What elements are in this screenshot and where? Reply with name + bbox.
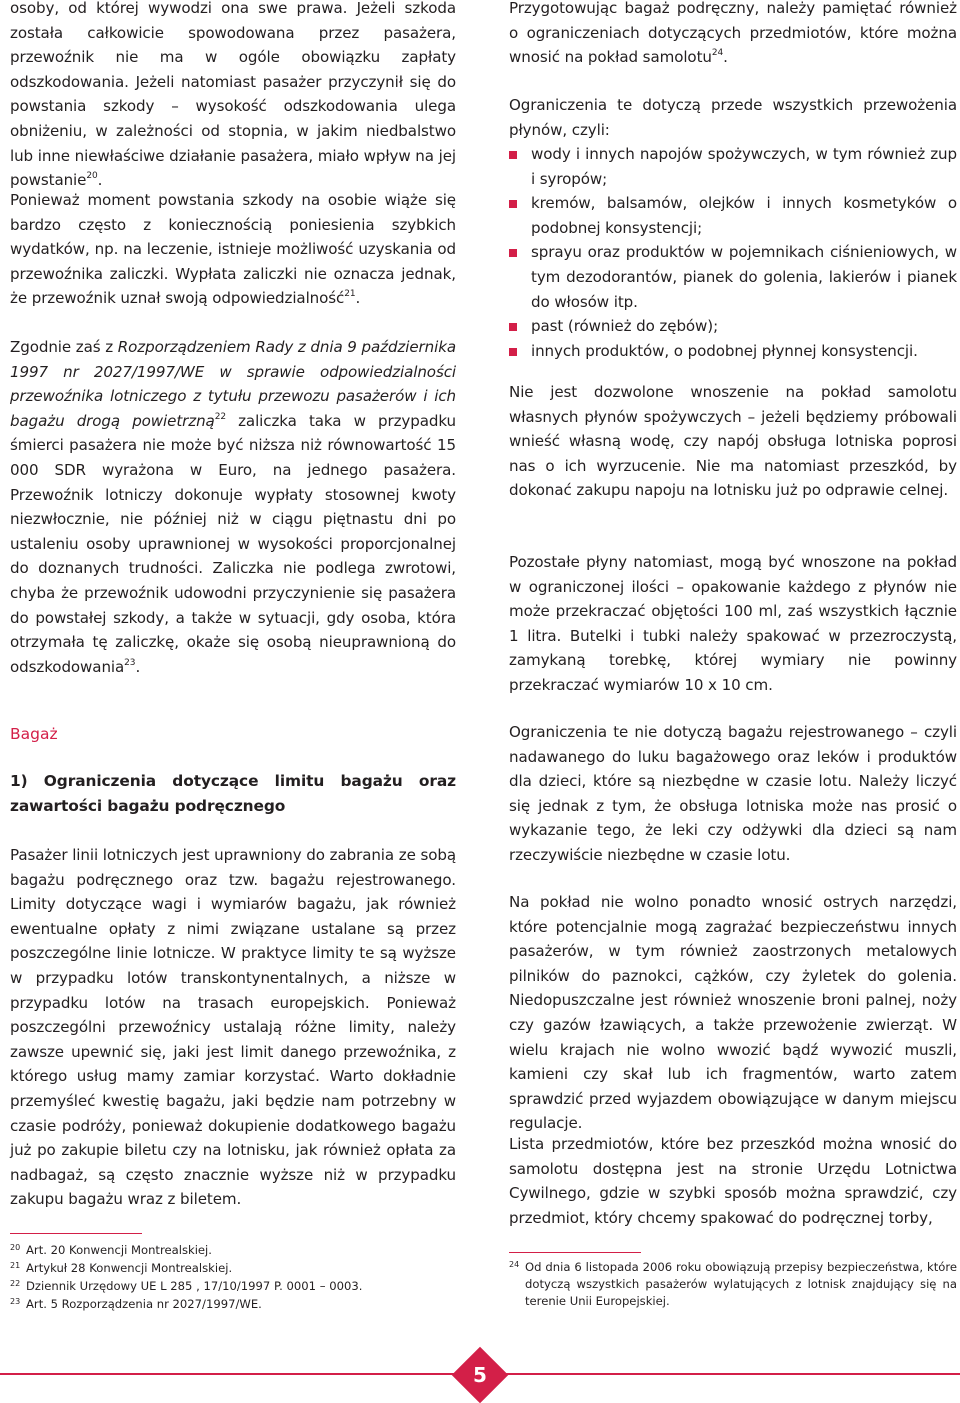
- footnote-23: 23 Art. 5 Rozporządzenia nr 2027/1997/WE.: [10, 1297, 262, 1311]
- bullet-square-icon: [509, 200, 517, 208]
- regulation-title: Rozporządzeniem Rady z dnia 9 października 1997 nr 2027/1997/WE w sprawie odpowiedzialności przewoźnika lotniczego z tytułu przewozu pasażerów i ich bagażu drogą powietrzną: [10, 338, 456, 430]
- footnote-ref-24[interactable]: 24: [711, 48, 724, 59]
- paragraph-advance: Ponieważ moment powstania szkody na osobie wiąże się bardzo często z koniecznością poniesienia szybkich wydatków, np. na leczenie, istnieje możliwość uzyskania od przewoźnika zaliczki. Wypłata zaliczki nie oznacza jednak, że przewoźnik uznał swoją odpowiedzialność$^{21}$.: [10, 191, 456, 308]
- paragraph-prohibited-items: Na pokład nie wolno ponadto wnosić ostrych narzędzi, które potencjalnie mogą zagrażać bezpieczeństwu innych pasażerów, w tym również zaostrzonych metalowych pilników do paznokci, cążków, czy żyletek do golenia. Niedopuszczalne jest również wnoszenie broni palnej, noży czy gazów łzawiących, a także przewożenie zwierząt. W wielu krajach nie wolno wwozić bądź wywozić muszli, kamieni czy skał lub ich fragmentów, warto zatem sprawdzić przed wyjazdem obowiązujące w danym miejscu regulacje.: [509, 893, 957, 1133]
- page-number-footer: [0, 1354, 960, 1394]
- bullet-square-icon: [509, 348, 517, 356]
- footnote-22: 22 Dziennik Urzędowy UE L 285 , 17/10/1997 P. 0001 – 0003.: [10, 1279, 363, 1293]
- bullet-square-icon: [509, 151, 517, 159]
- section-heading-baggage: Bagaż: [10, 725, 58, 743]
- paragraph-own-drinks: Nie jest dozwolone wnoszenie na pokład samolotu własnych płynów spożywczych – jeżeli będziemy próbowali wnieść własną wodę, czy napój obsługa lotniska poprosi nas o ich wyrzucenie. Nie ma natomiast przeszkód, by dokonać zakupu napoju na lotnisku już po odprawie celnej.: [509, 383, 957, 500]
- subsection-heading-limits: 1) Ograniczenia dotyczące limitu bagażu oraz zawartości bagażu podręcznego: [10, 772, 456, 815]
- footnote-ref-21[interactable]: 21: [344, 289, 356, 300]
- paragraph-liquids-intro: Ograniczenia te dotyczą przede wszystkich przewożenia płynów, czyli:: [509, 96, 957, 139]
- list-item: sprayu oraz produktów w pojemnikach ciśnieniowych, w tym dezodorantów, pianek do golenia, lakierów i pianek do włosów itp.: [509, 240, 957, 314]
- bullet-square-icon: [509, 249, 517, 257]
- footnote-ref-23[interactable]: 23: [124, 657, 136, 668]
- footnote-rule-right: [509, 1252, 641, 1253]
- paragraph-liability: osoby, od której wywodzi ona swe prawa. Jeżeli szkoda została całkowicie spowodowana przez pasażera, przewoźnik nie ma w ogóle obowiązku zapłaty odszkodowania. Jeżeli natomiast pasażer przyczynił się do powstania szkody – wysokość odszkodowania ulega obniżeniu, w zależności od stopnia, w jakim niedbalstwo lub inne niewłaściwe działanie pasażera, miało wpływ na jej powstanie$^{20}$.: [10, 0, 456, 190]
- paragraph-regulation: Zgodnie zaś z Rozporządzeniem Rady z dnia 9 października 1997 nr 2027/1997/WE w sprawie odpowiedzialności przewoźnika lotniczego z tytułu przewozu pasażerów i ich bagażu drogą powietrzną$^{22}$ zaliczka taka w przypadku śmierci pasażera nie może być niższa niż równowartość 15 000 SDR wyrażona w Euro, na jednego pasażera. Przewoźnik lotniczy dokonuje wypłaty stosownej kwoty niezwłocznie, nie później niż w ciągu piętnastu dni po ustaleniu osoby uprawnionej w wysokości proporcjonalnej do doznanych trudności. Zaliczka nie podlega zwrotowi, chyba że przewoźnik udowodni przyczynienie się pasażera do powstałej szkody, a także w sytuacji, gdy osoba, która otrzymała tę zaliczkę, okaże się osobą nieuprawnioną do odszkodowania$^{23}$.: [10, 338, 456, 676]
- footnote-ref-22[interactable]: 22: [214, 411, 226, 422]
- footnote-20: 20 Art. 20 Konwencji Montrealskiej.: [10, 1243, 212, 1257]
- footnote-21: 21 Artykuł 28 Konwencji Montrealskiej.: [10, 1261, 233, 1275]
- list-item: past (również do zębów);: [509, 314, 957, 339]
- bullet-square-icon: [509, 323, 517, 331]
- liquids-list: [509, 142, 957, 363]
- paragraph-other-liquids: Pozostałe płyny natomiast, mogą być wnoszone na pokład w ograniczonej ilości – opakowanie każdego z płynów nie może przekraczać objętości 100 ml, zaś wszystkich łącznie 1 litra. Butelki i tubki należy spakować w przezroczystą, zamykaną torebkę, której wymiary nie powinny przekraczać wymiarów 10 x 10 cm.: [509, 553, 957, 694]
- paragraph-hand-luggage: Przygotowując bagaż podręczny, należy pamiętać również o ograniczeniach dotyczących przedmiotów, które można wnosić na pokład samolotu$^{24}$.: [509, 0, 957, 67]
- footnote-ref-20[interactable]: 20: [86, 171, 98, 182]
- paragraph-ulc-list: Lista przedmiotów, które bez przeszkód można wnosić do samolotu dostępna jest na stronie Urzędu Lotnictwa Cywilnego, gdzie w szybki sposób można sprawdzić, czy przedmiot, który chcemy spakować do podręcznej torby,: [509, 1135, 957, 1227]
- list-item: kremów, balsamów, olejków i innych kosmetyków o podobnej konsystencji;: [509, 191, 957, 240]
- footnote-rule-left: [10, 1233, 142, 1234]
- paragraph-baggage-limits: Pasażer linii lotniczych jest uprawniony do zabrania ze sobą bagażu podręcznego oraz tzw. bagażu rejestrowanego. Limity dotyczące wagi i wymiarów bagażu, jak również ewentualne opłaty z nimi związane ustalane są przez poszczególne linie lotnicze. W praktyce limity te są wyższe w przypadku lotów transkontynentalnych, a niższe w przypadku lotów na trasach europejskich. Ponieważ poszczególni przewoźnicy ustalają różne limity, należy zawsze upewnić się, jaki jest limit danego przewoźnika, z którego usług mamy zamiar korzystać. Warto dokładnie przemyśleć kwestię bagażu, jaki będzie nam potrzebny w czasie podróży, ponieważ dokupienie dodatkowego bagażu już po zakupie biletu czy na lotnisku, jak również opłata za nadbagaż, są często znacznie wyższe niż w przypadku zakupu bagażu wraz z biletem.: [10, 846, 456, 1209]
- list-item: wody i innych napojów spożywczych, w tym również zup i syropów;: [509, 142, 957, 191]
- page-number: 5: [473, 1363, 487, 1387]
- footnote-24: 24 Od dnia 6 listopada 2006 roku obowiązują przepisy bezpieczeństwa, które dotyczą wszystkich pasażerów wylatujących z lotnisk znajdujący się na terenie Unii Europejskiej.: [509, 1260, 957, 1308]
- paragraph-checked-baggage: Ograniczenia te nie dotyczą bagażu rejestrowanego – czyli nadawanego do luku bagażowego oraz leków i produktów dla dzieci, które są niezbędne w czasie lotu. Należy liczyć się jednak z tym, że obsługa lotniska może nas prosić o wykazanie tego, że leki czy odżywki dla dzieci są nam rzeczywiście niezbędne w czasie lotu.: [509, 723, 957, 864]
- list-item: innych produktów, o podobnej płynnej konsystencji.: [509, 339, 957, 364]
